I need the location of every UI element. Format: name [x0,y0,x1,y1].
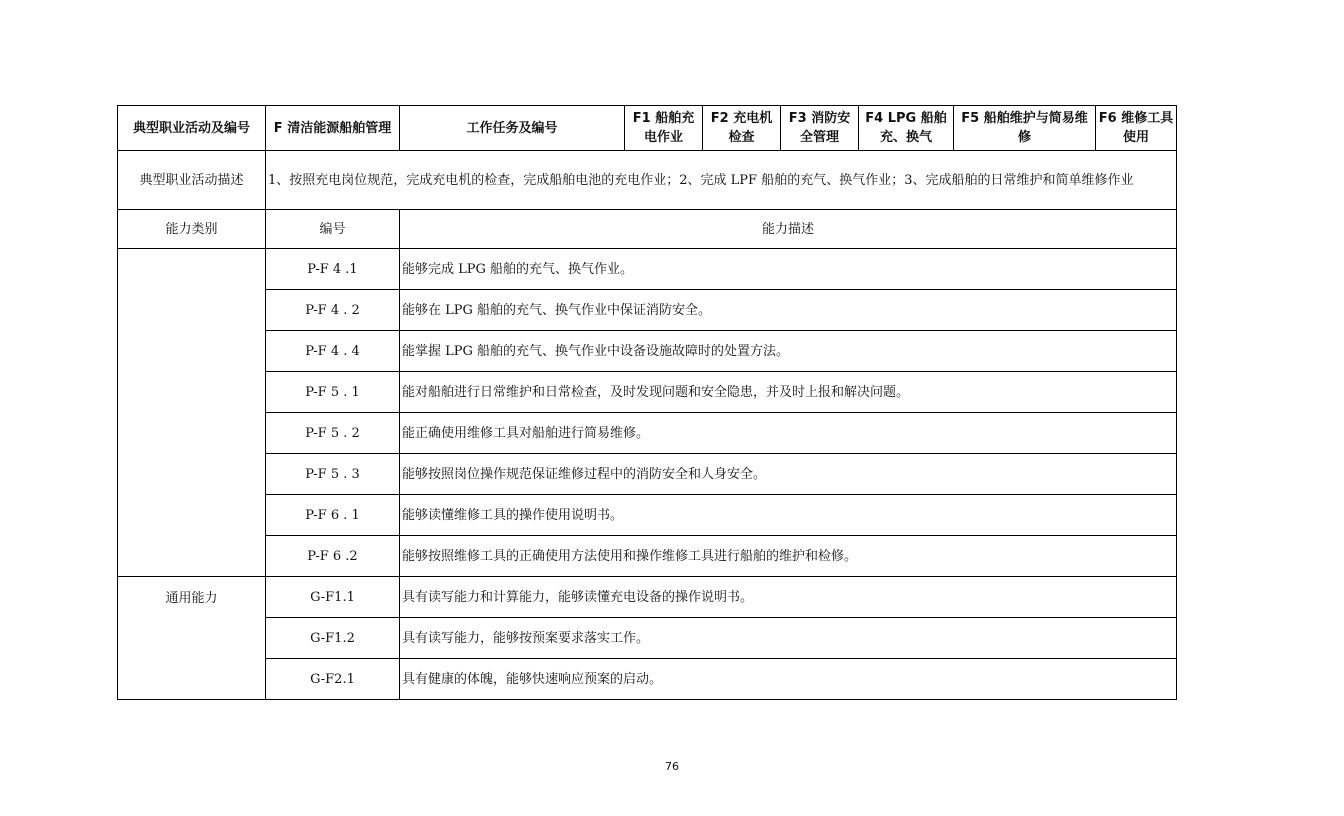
ability-code: P-F 5 . 1 [266,372,400,413]
table-row [118,372,1177,413]
task-cell: F6 维修工具使用 [1096,106,1177,151]
task-cell: F5 船舶维护与简易维修 [954,106,1096,151]
ability-text: 能掌握 LPG 船舶的充气、换气作业中设备设施故障时的处置方法。 [400,331,1177,372]
page-number: 76 [665,760,679,773]
table-row [118,290,1177,331]
description-text: 1、按照充电岗位规范，完成充电机的检查，完成船舶电池的充电作业；2、完成 LPF 船舶的充气、换气作业；3、完成船舶的日常维护和简单维修作业 [266,151,1177,210]
table-row [118,413,1177,454]
ability-code: P-F 6 . 1 [266,495,400,536]
task-cell: F2 充电机检查 [703,106,781,151]
ability-header: 能力描述 [400,210,1177,249]
ability-text: 能够读懂维修工具的操作使用说明书。 [400,495,1177,536]
task-cell: F4 LPG 船舶充、换气 [859,106,954,151]
table-row [118,618,1177,659]
ability-text: 能够完成 LPG 船舶的充气、换气作业。 [400,249,1177,290]
table-row [118,495,1177,536]
ability-code: P-F 5 . 3 [266,454,400,495]
ability-code: G-F1.2 [266,618,400,659]
professional-category-cell [118,249,266,577]
ability-text: 具有健康的体魄，能够快速响应预案的启动。 [400,659,1177,700]
table-row [118,331,1177,372]
activity-label-cell: 典型职业活动及编号 [118,106,266,151]
table-row [118,536,1177,577]
activity-value-cell: F 清洁能源船舶管理 [266,106,400,151]
ability-text: 能够在 LPG 船舶的充气、换气作业中保证消防安全。 [400,290,1177,331]
ability-text: 能对船舶进行日常维护和日常检查，及时发现问题和安全隐患，并及时上报和解决问题。 [400,372,1177,413]
category-header: 能力类别 [118,210,266,249]
description-row [118,151,1177,210]
ability-code: G-F1.1 [266,577,400,618]
competency-table [117,105,1177,700]
table-row [118,454,1177,495]
ability-code: P-F 6 .2 [266,536,400,577]
code-header: 编号 [266,210,400,249]
ability-code: G-F2.1 [266,659,400,700]
column-header-row [118,210,1177,249]
description-label: 典型职业活动描述 [118,151,266,210]
ability-code: P-F 4 . 2 [266,290,400,331]
ability-code: P-F 5 . 2 [266,413,400,454]
ability-text: 能够按照岗位操作规范保证维修过程中的消防安全和人身安全。 [400,454,1177,495]
header-row [118,106,1177,151]
ability-code: P-F 4 .1 [266,249,400,290]
tasks-label-cell: 工作任务及编号 [400,106,625,151]
ability-text: 具有读写能力，能够按预案要求落实工作。 [400,618,1177,659]
table-row [118,249,1177,290]
task-cell: F1 船舶充电作业 [625,106,703,151]
ability-text: 能够按照维修工具的正确使用方法使用和操作维修工具进行船舶的维护和检修。 [400,536,1177,577]
ability-text: 能正确使用维修工具对船舶进行简易维修。 [400,413,1177,454]
task-cell: F3 消防安全管理 [781,106,859,151]
general-category-cell: 通用能力 [118,577,266,700]
table-row [118,577,1177,618]
ability-code: P-F 4 . 4 [266,331,400,372]
ability-text: 具有读写能力和计算能力，能够读懂充电设备的操作说明书。 [400,577,1177,618]
table-row [118,659,1177,700]
